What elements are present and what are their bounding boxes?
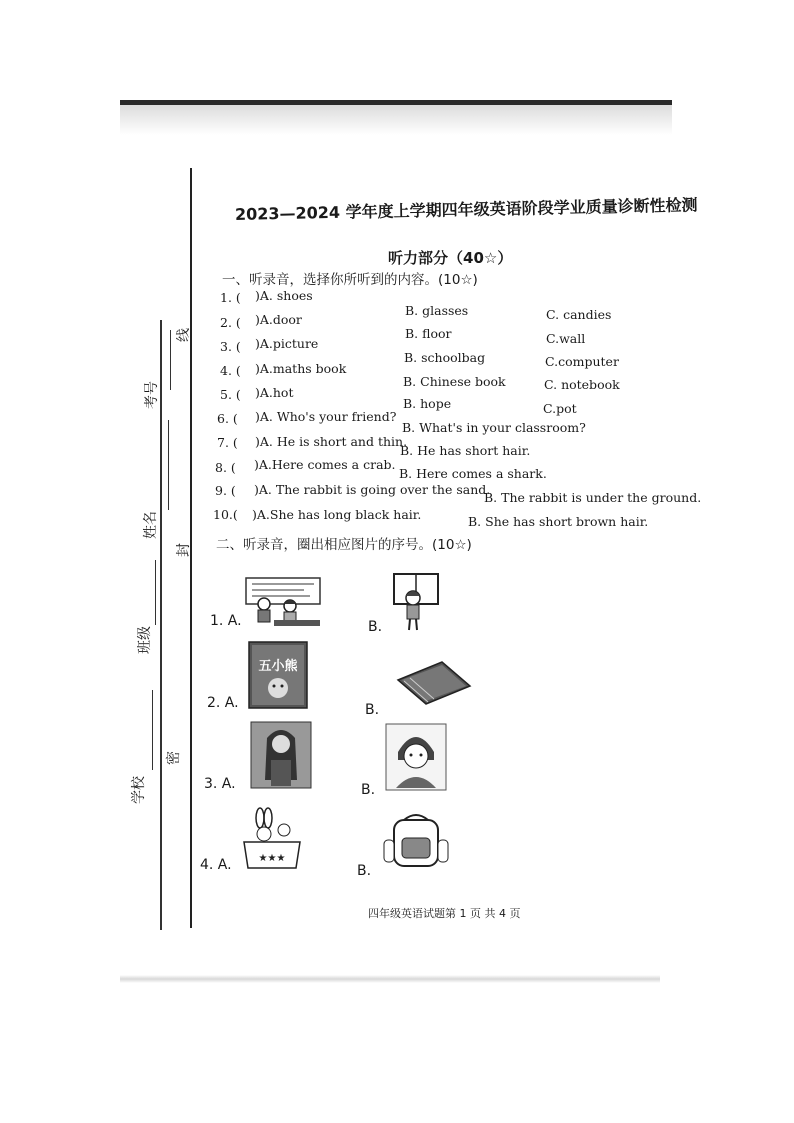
part1-heading: 一、听录音，选择你所听到的内容。(10☆)	[222, 272, 478, 288]
book-cover-image	[247, 640, 309, 710]
option-b: B. The rabbit is under the ground.	[484, 490, 702, 505]
schoolbag-image	[380, 810, 452, 872]
school-blank[interactable]	[152, 690, 153, 770]
part2-heading: 二、听录音，圈出相应图片的序号。(10☆)	[216, 537, 472, 553]
option-c: C.computer	[545, 354, 619, 369]
question-number[interactable]: 1. (	[220, 290, 241, 305]
option-b: B. What's in your classroom?	[402, 420, 586, 435]
book-cover-title: 五小熊	[258, 659, 298, 674]
picture-item-2-b[interactable]: B.	[365, 702, 380, 718]
option-a: )A.She has long black hair.	[252, 507, 422, 522]
picture-item-2-a[interactable]: 2. A.	[207, 695, 239, 711]
name-label: 姓名	[143, 511, 159, 539]
class-blank[interactable]	[155, 560, 156, 625]
binding-label-line: 线	[176, 328, 192, 342]
question-number[interactable]: 5. (	[220, 387, 241, 402]
option-a: )A.maths book	[255, 361, 347, 376]
exam-number-label: 考号	[144, 381, 160, 409]
option-a: )A.door	[255, 312, 302, 327]
picture-item-4-b[interactable]: B.	[357, 863, 372, 879]
option-b: B. hope	[403, 396, 452, 411]
scan-shadow-top	[120, 105, 672, 135]
option-a: )A. Who's your friend?	[255, 409, 397, 424]
section-subtitle: 听力部分（40☆）	[388, 249, 513, 267]
binding-label-seal: 封	[176, 543, 192, 557]
question-number[interactable]: 8. (	[215, 460, 236, 475]
option-a: )A. shoes	[255, 288, 313, 303]
option-c: C.wall	[546, 331, 586, 346]
option-b: B. schoolbag	[404, 350, 486, 365]
svg-text:★★★: ★★★	[258, 853, 286, 864]
question-number[interactable]: 3. (	[220, 339, 241, 354]
question-number[interactable]: 6. (	[217, 411, 238, 426]
option-c: C. candies	[546, 307, 612, 322]
question-number[interactable]: 9. (	[215, 483, 236, 498]
option-b: B. Chinese book	[403, 374, 506, 389]
option-a: )A.hot	[255, 385, 294, 400]
picture-item-3-b[interactable]: B.	[361, 782, 376, 798]
picture-item-1-a[interactable]: 1. A.	[210, 613, 242, 629]
option-b: B. She has short brown hair.	[468, 514, 649, 529]
question-number[interactable]: 10.(	[213, 507, 238, 522]
name-blank[interactable]	[168, 420, 169, 510]
exam-number-blank[interactable]	[170, 330, 171, 390]
scan-edge-bottom	[120, 975, 660, 983]
picture-item-3-a[interactable]: 3. A.	[204, 776, 236, 792]
picture-item-1-b[interactable]: B.	[368, 619, 383, 635]
long-hair-girl-image	[249, 720, 313, 790]
option-a: )A. He is short and thin.	[255, 434, 408, 449]
option-b: B. floor	[405, 326, 452, 341]
option-c: C. notebook	[544, 377, 620, 392]
page-footer: 四年级英语试题第 1 页 共 4 页	[368, 907, 521, 920]
option-b: B. glasses	[405, 303, 469, 318]
page-title: 2023—2024 学年度上学期四年级英语阶段学业质量诊断性检测	[234, 195, 698, 224]
girl-window-image	[388, 572, 442, 632]
binding-label-secret: 密	[166, 751, 182, 765]
school-label: 学校	[131, 776, 147, 804]
option-b: B. He has short hair.	[400, 443, 531, 458]
option-b: B. Here comes a shark.	[399, 466, 547, 481]
picture-item-4-a[interactable]: 4. A.	[200, 857, 232, 873]
option-a: )A.picture	[255, 336, 319, 351]
option-a: )A. The rabbit is going over the sand.	[254, 482, 491, 497]
class-label: 班级	[137, 626, 153, 654]
question-number[interactable]: 4. (	[220, 363, 241, 378]
notebook-image	[394, 660, 474, 706]
toy-box-image	[240, 806, 306, 870]
option-a: )A.Here comes a crab.	[254, 457, 396, 472]
option-c: C.pot	[543, 401, 577, 416]
margin-line	[160, 320, 162, 930]
short-hair-girl-image	[384, 722, 448, 792]
classroom-children-image	[244, 574, 322, 630]
question-number[interactable]: 2. (	[220, 315, 241, 330]
question-number[interactable]: 7. (	[217, 435, 238, 450]
